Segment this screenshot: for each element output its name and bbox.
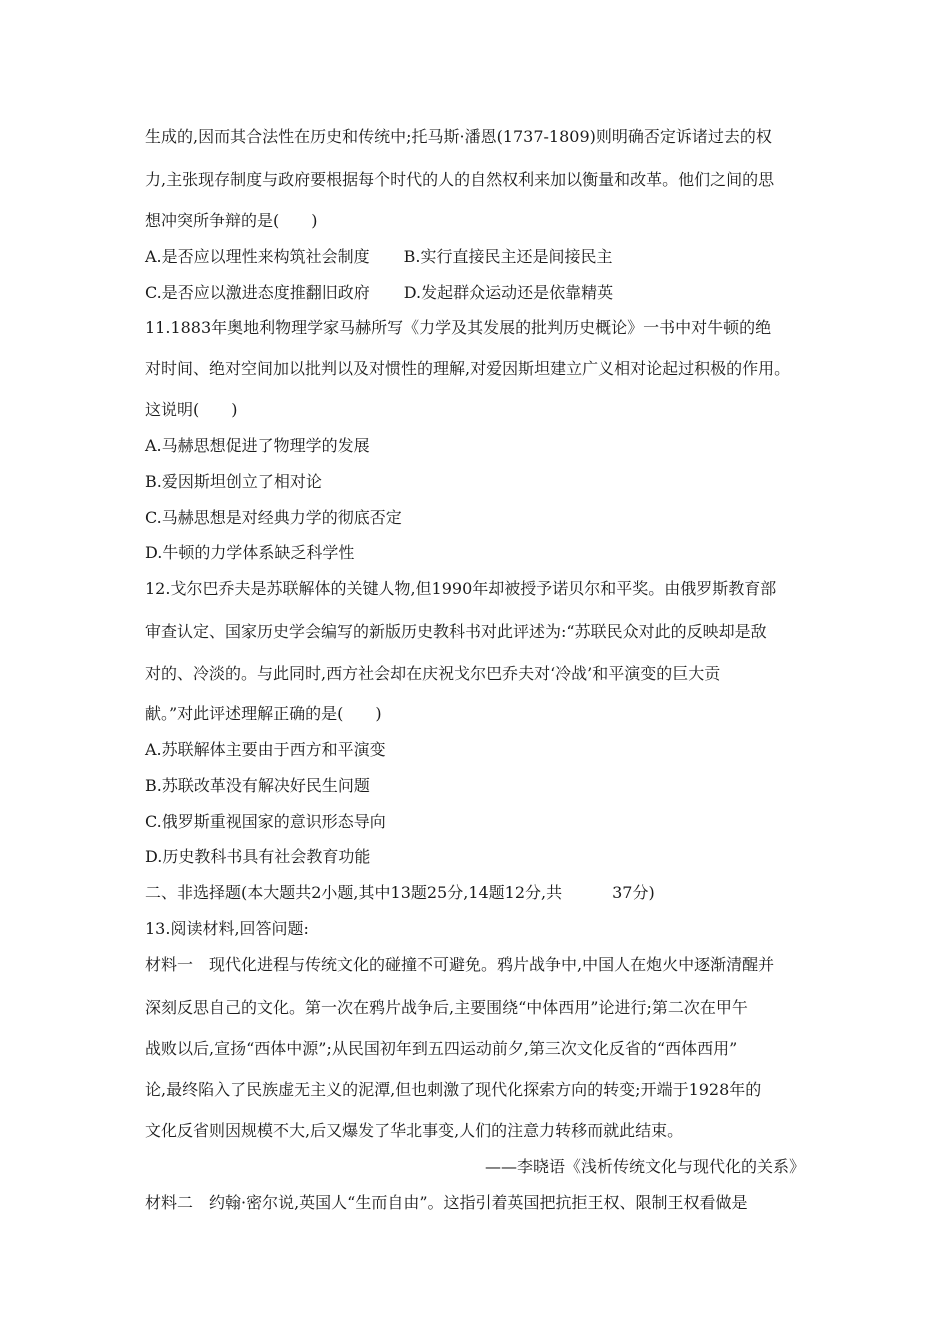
q11-option-c[interactable]: C.马赫思想是对经典力学的彻底否定 [145,508,402,527]
q11-stem-line-3: 这说明( ) [145,400,238,419]
q12-stem-line-1: 12.戈尔巴乔夫是苏联解体的关键人物,但1990年却被授予诺贝尔和平奖。由俄罗斯教育部 [145,579,777,598]
q10-stem-line-1: 生成的,因而其合法性在历史和传统中;托马斯·潘恩(1737-1809)则明确否定诉诸过去的权 [145,127,772,146]
q10-options-row-2 [145,283,613,303]
q13-material-2-line-1 [145,1193,748,1213]
q11-option-d[interactable]: D.牛顿的力学体系缺乏科学性 [145,543,355,562]
material-1-source: ——李晓语《浅析传统文化与现代化的关系》 [484,1157,805,1176]
material-2-label: 材料二 [145,1193,194,1212]
q12-option-d[interactable]: D.历史教科书具有社会教育功能 [145,847,371,866]
q10-option-b[interactable]: B.实行直接民主还是间接民主 [403,247,613,266]
q10-stem-line-3: 想冲突所争辩的是( ) [145,211,318,230]
q13-material-1-line-4: 论,最终陷入了民族虚无主义的泥潭,但也刺激了现代化探索方向的转变;开端于1928年的 [145,1080,762,1099]
q10-option-c[interactable]: C.是否应以激进态度推翻旧政府 [145,283,370,302]
material-2-text-1: 约翰·密尔说,英国人“生而自由”。这指引着英国把抗拒王权、限制王权看做是 [209,1193,748,1212]
q12-option-b[interactable]: B.苏联改革没有解决好民生问题 [145,776,370,795]
q10-stem-line-2: 力,主张现存制度与政府要根据每个时代的人的自然权利来加以衡量和改革。他们之间的思 [145,170,775,189]
q13-intro: 13.阅读材料,回答问题: [145,919,309,938]
q13-material-1-line-5: 文化反省则因规模不大,后又爆发了华北事变,人们的注意力转移而就此结束。 [145,1121,684,1140]
q11-stem-line-1: 11.1883年奥地利物理学家马赫所写《力学及其发展的批判历史概论》一书中对牛顿的绝 [145,318,772,337]
q12-stem-line-4: 献。”对此评述理解正确的是( ) [145,704,382,723]
q10-option-d[interactable]: D.发起群众运动还是依靠精英 [403,283,614,302]
q13-material-1-line-2: 深刻反思自己的文化。第一次在鸦片战争后,主要围绕“中体西用”论进行;第二次在甲午 [145,998,748,1017]
q11-option-a[interactable]: A.马赫思想促进了物理学的发展 [145,436,370,455]
section-heading-total: 37分) [612,883,655,902]
q11-option-b[interactable]: B.爱因斯坦创立了相对论 [145,472,322,491]
material-1-label: 材料一 [145,955,194,974]
material-1-text-1: 现代化进程与传统文化的碰撞不可避免。鸦片战争中,中国人在炮火中逐渐清醒并 [209,955,775,974]
q13-material-1-line-1 [145,955,774,975]
section-heading [145,883,655,903]
q13-material-1-line-3: 战败以后,宣扬“西体中源”;从民国初年到五四运动前夕,第三次文化反省的“西体西用” [145,1039,738,1058]
q12-stem-line-3: 对的、冷淡的。与此同时,西方社会却在庆祝戈尔巴乔夫对‘冷战’和平演变的巨大贡 [145,664,721,683]
q10-option-a[interactable]: A.是否应以理性来构筑社会制度 [145,247,370,266]
q12-option-a[interactable]: A.苏联解体主要由于西方和平演变 [145,740,386,759]
q12-option-c[interactable]: C.俄罗斯重视国家的意识形态导向 [145,812,386,831]
q10-options-row-1 [145,247,613,267]
q11-stem-line-2: 对时间、绝对空间加以批判以及对惯性的理解,对爱因斯坦建立广义相对论起过积极的作用。 [145,359,791,378]
q12-stem-line-2: 审查认定、国家历史学会编写的新版历史教科书对此评述为:“苏联民众对此的反映却是敌 [145,622,767,641]
section-heading-main: 二、非选择题(本大题共2小题,其中13题25分,14题12分,共 [145,883,563,902]
